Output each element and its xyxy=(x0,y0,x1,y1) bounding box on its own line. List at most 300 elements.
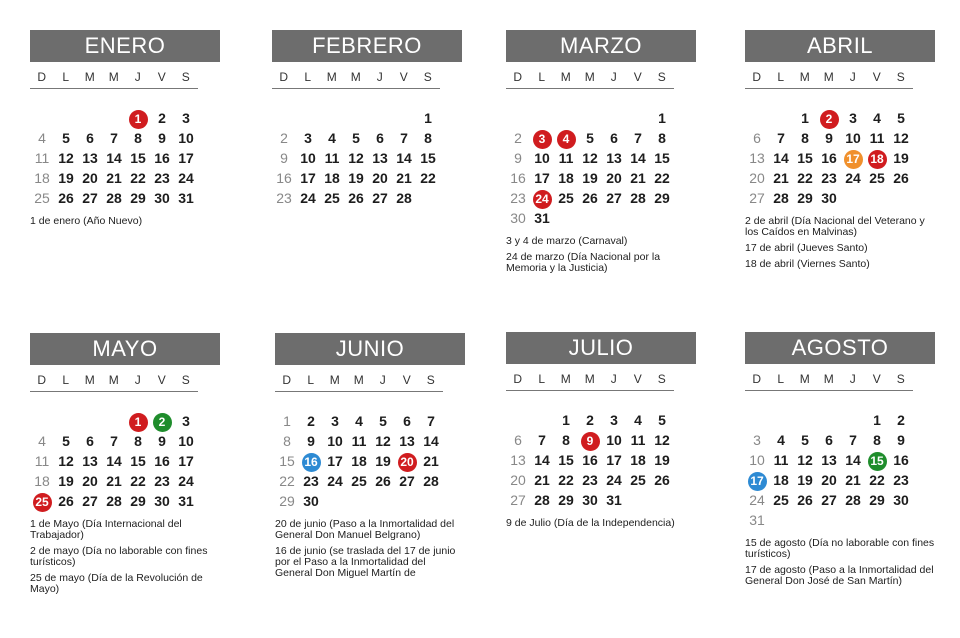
calendar-day: 8 xyxy=(658,130,666,146)
calendar-day: 13 xyxy=(372,150,388,166)
weekday-header: D xyxy=(37,70,47,84)
weekday-header: M xyxy=(560,70,572,84)
calendar-day: 30 xyxy=(821,190,837,206)
calendar-day: 26 xyxy=(348,190,364,206)
calendar-day: 8 xyxy=(873,432,881,448)
calendar-day: 27 xyxy=(749,190,765,206)
calendar-day: 3 xyxy=(182,413,190,429)
holiday-notes xyxy=(506,236,696,274)
calendar-day: 5 xyxy=(658,412,666,428)
weekday-header: J xyxy=(134,70,142,84)
header-divider xyxy=(506,88,674,89)
calendar-day: 22 xyxy=(130,473,146,489)
calendar-day: 16 xyxy=(582,452,598,468)
calendar-day: 23 xyxy=(821,170,837,186)
weekday-header: V xyxy=(157,373,167,387)
weekday-header: L xyxy=(304,70,312,84)
calendar-day: 10 xyxy=(534,150,550,166)
month-days-grid xyxy=(506,68,696,228)
calendar-day: 12 xyxy=(582,150,598,166)
calendar-day: 7 xyxy=(110,130,118,146)
calendar-day: 20 xyxy=(372,170,388,186)
calendar-day: 28 xyxy=(773,190,789,206)
calendar-day: 26 xyxy=(582,190,598,206)
calendar-day: 10 xyxy=(178,433,194,449)
month-title: ENERO xyxy=(30,30,220,62)
calendar-day: 18 xyxy=(324,170,340,186)
calendar-day: 17 xyxy=(300,170,316,186)
weekday-header: S xyxy=(181,70,191,84)
calendar-day: 21 xyxy=(396,170,412,186)
month-days-grid xyxy=(30,68,220,208)
weekday-header: M xyxy=(353,373,365,387)
header-divider xyxy=(272,88,440,89)
calendar-day: 18 xyxy=(773,472,789,488)
empty-day xyxy=(602,108,626,128)
calendar-day: 11 xyxy=(869,130,885,146)
calendar-day: 19 xyxy=(375,453,391,469)
weekday-header: M xyxy=(584,70,596,84)
calendar-day: 15 xyxy=(130,453,146,469)
weekday-header: J xyxy=(134,373,142,387)
calendar-day: 9 xyxy=(897,432,905,448)
calendar-day: 13 xyxy=(82,150,98,166)
holiday-notes xyxy=(30,519,220,595)
calendar-day: 3 xyxy=(610,412,618,428)
calendar-day: 5 xyxy=(897,110,905,126)
calendar-day: 25 xyxy=(34,190,50,206)
calendar-day: 15 xyxy=(797,150,813,166)
holiday-day: 1 xyxy=(126,108,150,128)
calendar-day: 11 xyxy=(773,452,789,468)
holiday-day: 25 xyxy=(30,491,54,511)
calendar-day: 6 xyxy=(610,130,618,146)
holiday-notes xyxy=(745,216,935,270)
month-mayo xyxy=(30,333,220,600)
calendar-day: 5 xyxy=(801,432,809,448)
calendar-day: 7 xyxy=(849,432,857,448)
calendar-day: 9 xyxy=(825,130,833,146)
calendar-day: 30 xyxy=(303,493,319,509)
calendar-day: 1 xyxy=(424,110,432,126)
calendar-day: 19 xyxy=(893,150,909,166)
calendar-day: 5 xyxy=(62,433,70,449)
calendar-day: 16 xyxy=(276,170,292,186)
weekday-header: V xyxy=(872,70,882,84)
calendar-day: 28 xyxy=(396,190,412,206)
empty-day xyxy=(392,108,416,128)
calendar-day: 18 xyxy=(630,452,646,468)
calendar-day: 10 xyxy=(749,452,765,468)
month-title: ABRIL xyxy=(745,30,935,62)
calendar-day: 28 xyxy=(630,190,646,206)
calendar-day: 17 xyxy=(606,452,622,468)
calendar-day: 18 xyxy=(558,170,574,186)
calendar-day: 3 xyxy=(182,110,190,126)
empty-day xyxy=(102,108,126,128)
calendar-day: 8 xyxy=(424,130,432,146)
calendar-day: 22 xyxy=(654,170,670,186)
calendar-day: 13 xyxy=(749,150,765,166)
calendar-day: 21 xyxy=(630,170,646,186)
empty-day xyxy=(578,108,602,128)
calendar-day: 23 xyxy=(893,472,909,488)
calendar-day: 7 xyxy=(110,433,118,449)
holiday-day: 1 xyxy=(126,411,150,431)
header-divider xyxy=(275,391,443,392)
calendar-day: 7 xyxy=(427,413,435,429)
calendar-day: 20 xyxy=(82,170,98,186)
calendar-day: 5 xyxy=(379,413,387,429)
weekday-header: S xyxy=(657,70,667,84)
header-divider xyxy=(30,88,198,89)
calendar-day: 29 xyxy=(797,190,813,206)
weekday-header: J xyxy=(849,372,857,386)
weekday-header: L xyxy=(538,70,546,84)
calendar-day: 13 xyxy=(82,453,98,469)
calendar-day: 10 xyxy=(845,130,861,146)
holiday-note: 2 de abril (Día Nacional del Veterano y los Caídos en Malvinas) xyxy=(745,215,925,238)
weekday-header: M xyxy=(823,372,835,386)
calendar-day: 3 xyxy=(331,413,339,429)
calendar-day: 5 xyxy=(62,130,70,146)
calendar-day: 30 xyxy=(510,210,526,226)
header-divider xyxy=(506,390,674,391)
calendar-day: 10 xyxy=(300,150,316,166)
holiday-day: 17 xyxy=(841,148,865,168)
calendar-day: 7 xyxy=(538,432,546,448)
month-marzo xyxy=(506,30,696,279)
calendar-day: 3 xyxy=(304,130,312,146)
calendar-day: 6 xyxy=(86,130,94,146)
calendar-day: 15 xyxy=(420,150,436,166)
empty-day xyxy=(506,108,530,128)
empty-day xyxy=(368,108,392,128)
holiday-day: 17 xyxy=(745,470,769,490)
calendar-day: 25 xyxy=(324,190,340,206)
weekday-header: J xyxy=(849,70,857,84)
calendar-day: 14 xyxy=(630,150,646,166)
calendar-day: 6 xyxy=(825,432,833,448)
calendar-day: 29 xyxy=(654,190,670,206)
holiday-note: 9 de Julio (Día de la Independencia) xyxy=(506,517,675,529)
month-days-grid xyxy=(275,371,465,511)
weekday-header: J xyxy=(376,70,384,84)
calendar-day: 19 xyxy=(348,170,364,186)
calendar-day: 11 xyxy=(558,150,574,166)
weekday-header: D xyxy=(282,373,292,387)
month-title: MARZO xyxy=(506,30,696,62)
calendar-day: 13 xyxy=(510,452,526,468)
calendar-day: 25 xyxy=(869,170,885,186)
calendar-day: 20 xyxy=(510,472,526,488)
calendar-day: 4 xyxy=(777,432,785,448)
calendar-day: 29 xyxy=(279,493,295,509)
holiday-note: 17 de abril (Jueves Santo) xyxy=(745,242,868,254)
calendar-day: 7 xyxy=(400,130,408,146)
calendar-day: 22 xyxy=(797,170,813,186)
calendar-day: 1 xyxy=(283,413,291,429)
calendar-day: 27 xyxy=(372,190,388,206)
empty-day xyxy=(506,410,530,430)
calendar-day: 4 xyxy=(328,130,336,146)
calendar-day: 22 xyxy=(420,170,436,186)
calendar-day: 31 xyxy=(534,210,550,226)
calendar-day: 27 xyxy=(82,190,98,206)
weekday-header: V xyxy=(633,372,643,386)
calendar-day: 14 xyxy=(106,150,122,166)
weekday-header: S xyxy=(896,70,906,84)
weekday-header: S xyxy=(423,70,433,84)
calendar-day: 10 xyxy=(327,433,343,449)
calendar-day: 29 xyxy=(130,493,146,509)
weekday-header: L xyxy=(307,373,315,387)
calendar-day: 23 xyxy=(154,473,170,489)
calendar-day: 13 xyxy=(606,150,622,166)
calendar-day: 5 xyxy=(352,130,360,146)
month-enero xyxy=(30,30,220,232)
holiday-day: 15 xyxy=(865,450,889,470)
month-abril xyxy=(745,30,935,275)
holiday-day: 9 xyxy=(578,430,602,450)
calendar-day: 9 xyxy=(307,433,315,449)
weekday-header: D xyxy=(513,372,523,386)
calendar-day: 19 xyxy=(58,473,74,489)
weekday-header: M xyxy=(823,70,835,84)
calendar-day: 30 xyxy=(582,492,598,508)
holiday-note: 2 de mayo (Día no laborable con fines turísticos) xyxy=(30,545,208,568)
empty-day xyxy=(320,108,344,128)
empty-day xyxy=(102,411,126,431)
weekday-header: V xyxy=(399,70,409,84)
calendar-day: 12 xyxy=(375,433,391,449)
calendar-day: 31 xyxy=(749,512,765,528)
holiday-note: 17 de agosto (Paso a la Inmortalidad del General Don José de San Martín) xyxy=(745,564,934,587)
calendar-day: 16 xyxy=(510,170,526,186)
calendar-day: 24 xyxy=(749,492,765,508)
calendar-day: 24 xyxy=(327,473,343,489)
calendar-day: 23 xyxy=(510,190,526,206)
calendar-day: 16 xyxy=(893,452,909,468)
calendar-day: 24 xyxy=(300,190,316,206)
month-febrero xyxy=(272,30,462,208)
calendar-day: 11 xyxy=(34,453,50,469)
empty-day xyxy=(530,410,554,430)
calendar-day: 25 xyxy=(351,473,367,489)
weekday-header: M xyxy=(84,70,96,84)
holiday-note: 15 de agosto (Día no laborable con fines turísticos) xyxy=(745,537,935,560)
calendar-day: 9 xyxy=(158,433,166,449)
weekday-header: V xyxy=(872,372,882,386)
calendar-day: 2 xyxy=(514,130,522,146)
calendar-day: 23 xyxy=(582,472,598,488)
weekday-header: M xyxy=(329,373,341,387)
calendar-day: 26 xyxy=(893,170,909,186)
calendar-day: 23 xyxy=(154,170,170,186)
calendar-day: 6 xyxy=(86,433,94,449)
calendar-day: 20 xyxy=(749,170,765,186)
empty-day xyxy=(54,108,78,128)
calendar-day: 6 xyxy=(376,130,384,146)
empty-day xyxy=(841,410,865,430)
calendar-day: 8 xyxy=(134,130,142,146)
calendar-day: 29 xyxy=(558,492,574,508)
weekday-header: L xyxy=(777,70,785,84)
calendar-day: 1 xyxy=(801,110,809,126)
calendar-day: 3 xyxy=(849,110,857,126)
calendar-day: 23 xyxy=(303,473,319,489)
calendar-day: 5 xyxy=(586,130,594,146)
weekday-header: S xyxy=(896,372,906,386)
calendar-day: 15 xyxy=(130,150,146,166)
calendar-day: 26 xyxy=(58,493,74,509)
empty-day xyxy=(78,108,102,128)
calendar-day: 11 xyxy=(34,150,50,166)
holiday-notes xyxy=(30,216,220,227)
calendar-day: 20 xyxy=(606,170,622,186)
calendar-day: 30 xyxy=(154,493,170,509)
holiday-note: 1 de enero (Año Nuevo) xyxy=(30,215,143,227)
holiday-day: 2 xyxy=(817,108,841,128)
holiday-note: 1 de Mayo (Día Internacional del Trabajador) xyxy=(30,518,182,541)
holiday-notes xyxy=(506,518,696,529)
calendar-day: 23 xyxy=(276,190,292,206)
calendar-day: 9 xyxy=(280,150,288,166)
calendar-day: 19 xyxy=(654,452,670,468)
calendar-day: 12 xyxy=(58,453,74,469)
calendar-day: 21 xyxy=(106,170,122,186)
holiday-day: 24 xyxy=(530,188,554,208)
calendar-day: 24 xyxy=(178,170,194,186)
weekday-header: M xyxy=(326,70,338,84)
calendar-day: 18 xyxy=(34,170,50,186)
weekday-header: M xyxy=(799,70,811,84)
calendar-day: 29 xyxy=(130,190,146,206)
calendar-day: 20 xyxy=(821,472,837,488)
month-julio xyxy=(506,332,696,534)
calendar-day: 27 xyxy=(821,492,837,508)
calendar-day: 14 xyxy=(845,452,861,468)
calendar-day: 22 xyxy=(279,473,295,489)
calendar-day: 28 xyxy=(534,492,550,508)
weekday-header: L xyxy=(62,373,70,387)
holiday-day: 3 xyxy=(530,128,554,148)
weekday-header: D xyxy=(279,70,289,84)
holiday-day: 2 xyxy=(150,411,174,431)
calendar-day: 30 xyxy=(154,190,170,206)
calendar-day: 12 xyxy=(348,150,364,166)
holiday-note: 25 de mayo (Día de la Revolución de Mayo) xyxy=(30,572,203,595)
empty-day xyxy=(626,108,650,128)
weekday-header: M xyxy=(108,70,120,84)
calendar-day: 29 xyxy=(869,492,885,508)
holiday-notes xyxy=(275,519,465,579)
empty-day xyxy=(769,410,793,430)
calendar-day: 8 xyxy=(562,432,570,448)
holiday-day: 18 xyxy=(865,148,889,168)
empty-day xyxy=(344,108,368,128)
calendar-day: 15 xyxy=(654,150,670,166)
calendar-day: 14 xyxy=(773,150,789,166)
calendar-day: 25 xyxy=(773,492,789,508)
calendar-day: 21 xyxy=(106,473,122,489)
calendar-day: 17 xyxy=(327,453,343,469)
calendar-day: 17 xyxy=(178,453,194,469)
weekday-header: M xyxy=(560,372,572,386)
weekday-header: L xyxy=(538,372,546,386)
month-days-grid xyxy=(745,370,935,530)
calendar-day: 25 xyxy=(630,472,646,488)
holiday-day: 16 xyxy=(299,451,323,471)
weekday-header: M xyxy=(84,373,96,387)
calendar-day: 7 xyxy=(634,130,642,146)
weekday-header: S xyxy=(426,373,436,387)
calendar-day: 9 xyxy=(158,130,166,146)
empty-day xyxy=(296,108,320,128)
weekday-header: J xyxy=(379,373,387,387)
month-days-grid xyxy=(30,371,220,511)
calendar-day: 28 xyxy=(845,492,861,508)
empty-day xyxy=(54,411,78,431)
calendar-day: 12 xyxy=(797,452,813,468)
calendar-day: 10 xyxy=(178,130,194,146)
empty-day xyxy=(769,108,793,128)
calendar-day: 20 xyxy=(82,473,98,489)
calendar-day: 4 xyxy=(873,110,881,126)
calendar-day: 14 xyxy=(396,150,412,166)
calendar-day: 27 xyxy=(399,473,415,489)
calendar-day: 11 xyxy=(351,433,367,449)
holiday-day: 4 xyxy=(554,128,578,148)
calendar-day: 2 xyxy=(307,413,315,429)
weekday-header: D xyxy=(752,70,762,84)
empty-day xyxy=(30,108,54,128)
weekday-header: M xyxy=(350,70,362,84)
calendar-day: 13 xyxy=(821,452,837,468)
calendar-day: 21 xyxy=(845,472,861,488)
calendar-day: 4 xyxy=(38,130,46,146)
calendar-day: 27 xyxy=(510,492,526,508)
weekday-header: M xyxy=(799,372,811,386)
empty-day xyxy=(30,411,54,431)
calendar-day: 8 xyxy=(283,433,291,449)
calendar-day: 19 xyxy=(797,472,813,488)
month-agosto xyxy=(745,332,935,592)
month-days-grid xyxy=(745,68,935,208)
calendar-day: 2 xyxy=(897,412,905,428)
calendar-day: 24 xyxy=(178,473,194,489)
header-divider xyxy=(745,88,913,89)
weekday-header: M xyxy=(108,373,120,387)
calendar-day: 16 xyxy=(154,453,170,469)
calendar-day: 19 xyxy=(58,170,74,186)
calendar-day: 31 xyxy=(606,492,622,508)
calendar-day: 26 xyxy=(375,473,391,489)
calendar-day: 19 xyxy=(582,170,598,186)
calendar-day: 14 xyxy=(534,452,550,468)
calendar-day: 4 xyxy=(38,433,46,449)
weekday-header: D xyxy=(37,373,47,387)
holiday-day: 20 xyxy=(395,451,419,471)
calendar-day: 27 xyxy=(82,493,98,509)
weekday-header: D xyxy=(513,70,523,84)
calendar-day: 21 xyxy=(423,453,439,469)
calendar-day: 11 xyxy=(630,432,646,448)
calendar-day: 2 xyxy=(280,130,288,146)
calendar-day: 21 xyxy=(534,472,550,488)
weekday-header: L xyxy=(62,70,70,84)
empty-day xyxy=(817,410,841,430)
